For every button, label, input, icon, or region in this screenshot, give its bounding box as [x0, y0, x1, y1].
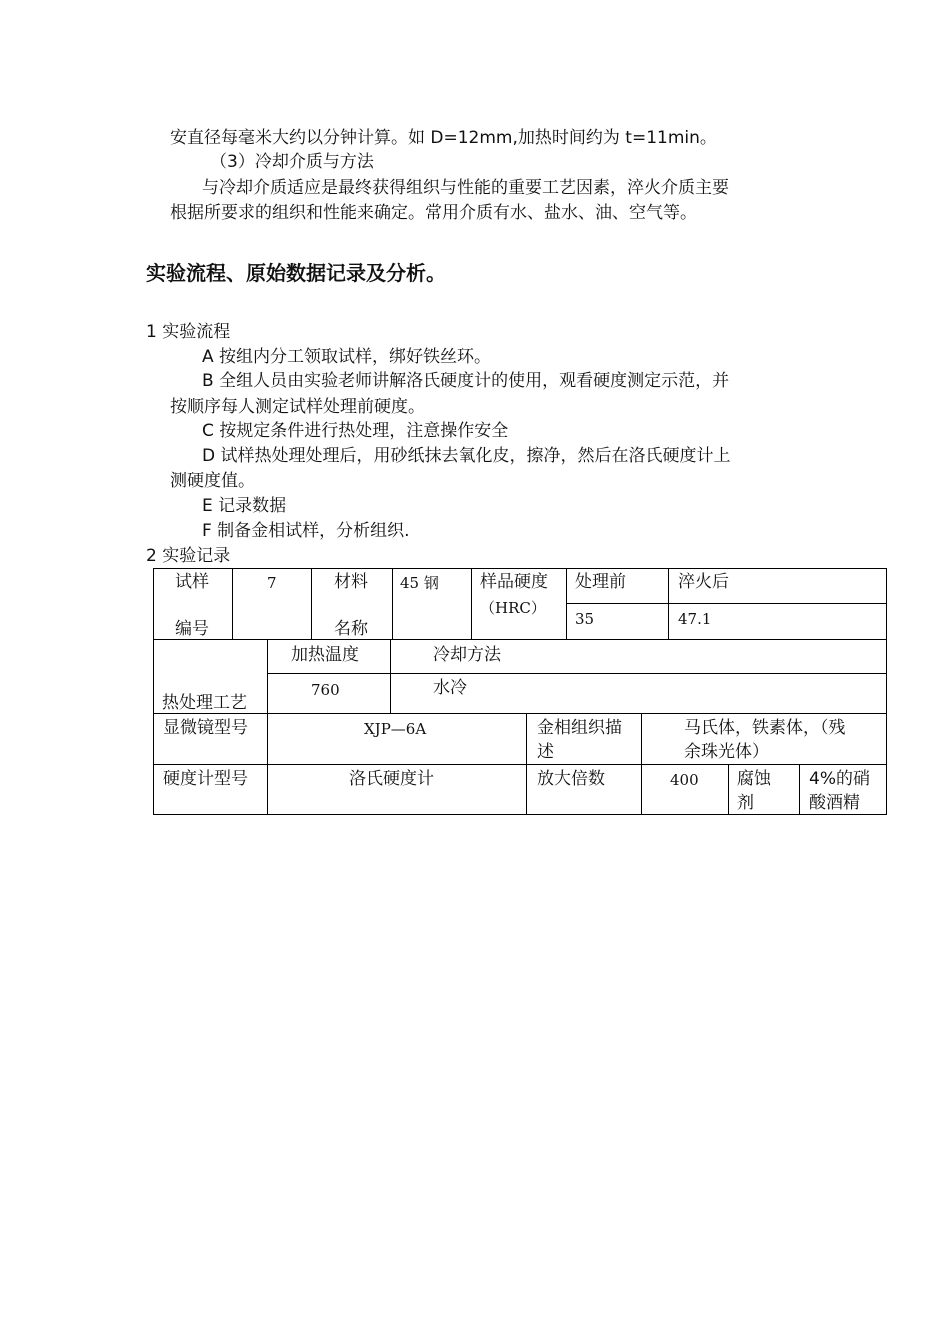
etchant-value-1: 4%的硝 [809, 769, 870, 789]
process-step-d: D 试样热处理处理后，用砂纸抹去氧化皮，擦净，然后在洛氏硬度计上 [202, 446, 731, 466]
sample-no: 7 [267, 574, 277, 592]
hardness-label-1: 样品硬度 [480, 572, 548, 592]
structure-value-1: 马氏体，铁素体，（残 [684, 718, 846, 738]
before-label: 处理前 [575, 572, 626, 592]
magnification-value: 400 [670, 771, 699, 789]
intro-line-3: 与冷却介质适应是最终获得组织与性能的重要工艺因素，淬火介质主要 [202, 178, 729, 198]
heat-process-label: 热处理工艺 [162, 693, 247, 713]
microscope-label: 显微镜型号 [163, 718, 248, 738]
heat-temp-label: 加热温度 [291, 645, 359, 665]
record-heading: 2 实验记录 [146, 546, 231, 566]
process-step-a: A 按组内分工领取试样，绑好铁丝环。 [202, 347, 492, 367]
hardness-label-2: （HRC） [480, 599, 546, 617]
intro-line-2: （3）冷却介质与方法 [210, 152, 374, 172]
cool-method-label: 冷却方法 [433, 645, 501, 665]
etchant-label-2: 剂 [737, 793, 754, 813]
process-step-c: C 按规定条件进行热处理，注意操作安全 [202, 421, 509, 441]
after-label: 淬火后 [678, 572, 729, 592]
microscope-value: XJP—6A [364, 720, 427, 738]
tester-value: 洛氏硬度计 [349, 769, 434, 789]
process-step-b-cont: 按顺序每人测定试样处理前硬度。 [170, 397, 425, 417]
structure-label-2: 述 [537, 742, 554, 762]
process-step-f: F 制备金相试样，分析组织. [202, 521, 410, 541]
material-label-1: 材料 [334, 572, 368, 592]
process-step-d-cont: 测硬度值。 [170, 471, 255, 491]
cool-method-value: 水冷 [433, 678, 467, 698]
material-value: 45 钢 [400, 574, 439, 592]
etchant-label-1: 腐蚀 [737, 769, 771, 789]
before-value: 35 [575, 610, 595, 628]
intro-line-4: 根据所要求的组织和性能来确定。常用介质有水、盐水、油、空气等。 [170, 203, 697, 223]
tester-label: 硬度计型号 [163, 769, 248, 789]
magnification-label: 放大倍数 [537, 769, 605, 789]
structure-value-2: 余珠光体） [684, 742, 769, 762]
intro-line-1: 安直径每毫米大约以分钟计算。如 D=12mm,加热时间约为 t=11min。 [170, 128, 717, 148]
structure-label-1: 金相组织描 [537, 718, 622, 738]
after-value: 47.1 [678, 610, 712, 628]
sample-label-2: 编号 [175, 619, 209, 639]
process-heading: 1 实验流程 [146, 322, 231, 342]
sample-label-1: 试样 [175, 572, 209, 592]
process-step-e: E 记录数据 [202, 496, 287, 516]
material-label-2: 名称 [334, 619, 368, 639]
process-step-b: B 全组人员由实验老师讲解洛氏硬度计的使用，观看硬度测定示范，并 [202, 371, 730, 391]
heat-temp-value: 760 [311, 681, 340, 699]
section-title: 实验流程、原始数据记录及分析。 [146, 261, 446, 285]
etchant-value-2: 酸酒精 [809, 793, 860, 813]
